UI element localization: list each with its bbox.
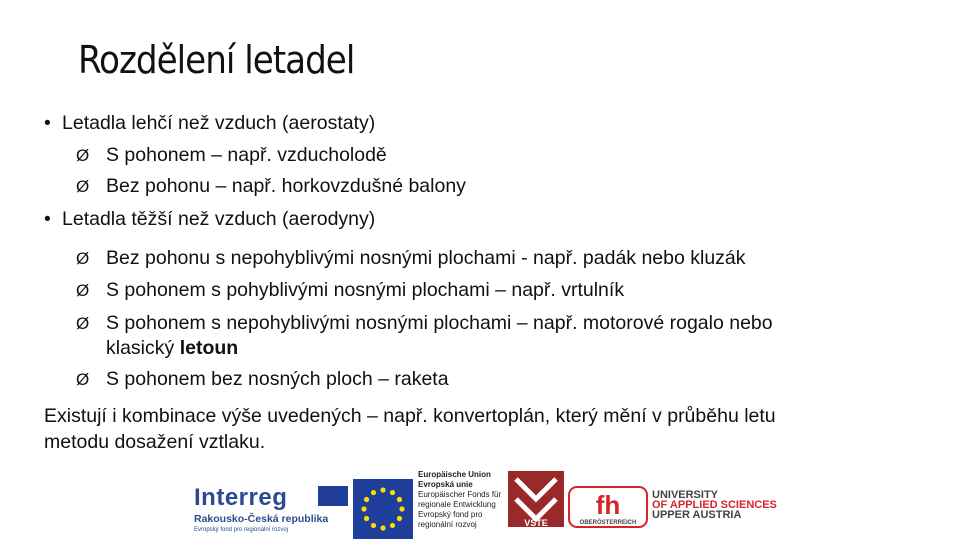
eu-star: [380, 487, 385, 492]
eu-star: [361, 506, 366, 511]
sub-bullet-item: [76, 144, 387, 167]
sub-bullet-text: S pohonem s pohyblivými nosnými plochami – např. vrtulník: [106, 279, 625, 301]
sub-bullet-item: [76, 247, 746, 270]
slide-title: Rozdělení letadel: [78, 38, 355, 82]
eu-line: regionale Entwicklung: [418, 500, 496, 509]
sub-bullet-item: [76, 312, 773, 335]
eu-star: [390, 490, 395, 495]
eu-mini-flag-icon: [318, 486, 348, 506]
ua-line: OF APPLIED SCIENCES: [652, 499, 777, 511]
eu-star: [399, 506, 404, 511]
arrow-bullet-icon: Ø: [76, 281, 90, 300]
sub-bullet-text: S pohonem – např. vzducholodě: [106, 144, 387, 166]
fh-letters: fh: [595, 490, 621, 520]
eu-star: [390, 523, 395, 528]
footer-logos: [0, 464, 960, 540]
eu-flag-icon: [353, 479, 413, 539]
eu-line: Evropská unie: [418, 480, 473, 489]
sub-bullet-continuation: [106, 337, 238, 359]
eu-line: Europäischer Fonds für: [418, 490, 502, 499]
bullet-text: Letadla lehčí než vzduch (aerostaty): [62, 112, 376, 134]
paragraph-line: metodu dosažení vztlaku.: [44, 431, 266, 453]
university-name: [652, 490, 777, 520]
sub-bullet-item: [76, 368, 449, 391]
eu-line: Evropský fond pro: [418, 510, 483, 519]
arrow-bullet-icon: Ø: [76, 146, 90, 165]
emphasized-word: letoun: [179, 337, 239, 359]
arrow-bullet-icon: Ø: [76, 370, 90, 389]
paragraph-line: Existují i kombinace výše uvedených – např. konvertoplán, který mění v průběhu letu: [44, 405, 776, 427]
bullet-marker: •: [44, 208, 51, 230]
fh-logo: [568, 486, 648, 528]
eu-fund-text: [418, 470, 508, 530]
sub-bullet-text: Bez pohonu s nepohyblivými nosnými plochami - např. padák nebo kluzák: [106, 247, 746, 269]
ua-line: UPPER AUSTRIA: [652, 509, 742, 521]
eu-line: regionální rozvoj: [418, 520, 477, 529]
vste-logo: [506, 469, 566, 539]
eu-star: [364, 497, 369, 502]
sub-bullet-item: [76, 175, 466, 198]
continuation-text: klasický: [106, 337, 180, 359]
arrow-bullet-icon: Ø: [76, 177, 90, 196]
sub-bullet-text: S pohonem bez nosných ploch – raketa: [106, 368, 449, 390]
bullet-text: Letadla těžší než vzduch (aerodyny): [62, 208, 376, 230]
vste-label: VŠTE: [524, 518, 548, 528]
eu-star: [371, 523, 376, 528]
bullet-item: [44, 208, 375, 230]
interreg-tagline: Evropský fond pro regionální rozvoj: [194, 527, 289, 533]
ua-line: UNIVERSITY: [652, 489, 719, 501]
eu-star: [380, 525, 385, 530]
bullet-marker: •: [44, 112, 51, 134]
interreg-wordmark: Interreg: [194, 484, 288, 511]
eu-line: Europäische Union: [418, 470, 491, 479]
eu-star: [397, 516, 402, 521]
sub-bullet-text: Bez pohonu – např. horkovzdušné balony: [106, 175, 466, 197]
fh-sub: OBERÖSTERREICH: [579, 520, 637, 526]
eu-star: [364, 516, 369, 521]
interreg-region: Rakousko-Česká republika: [194, 513, 329, 525]
eu-star: [371, 490, 376, 495]
bullet-item: [44, 112, 375, 134]
arrow-bullet-icon: Ø: [76, 249, 90, 268]
sub-bullet-item: [76, 279, 624, 302]
sub-bullet-text: S pohonem s nepohyblivými nosnými plochami – např. motorové rogalo nebo: [106, 312, 773, 334]
arrow-bullet-icon: Ø: [76, 314, 90, 333]
eu-star: [397, 497, 402, 502]
